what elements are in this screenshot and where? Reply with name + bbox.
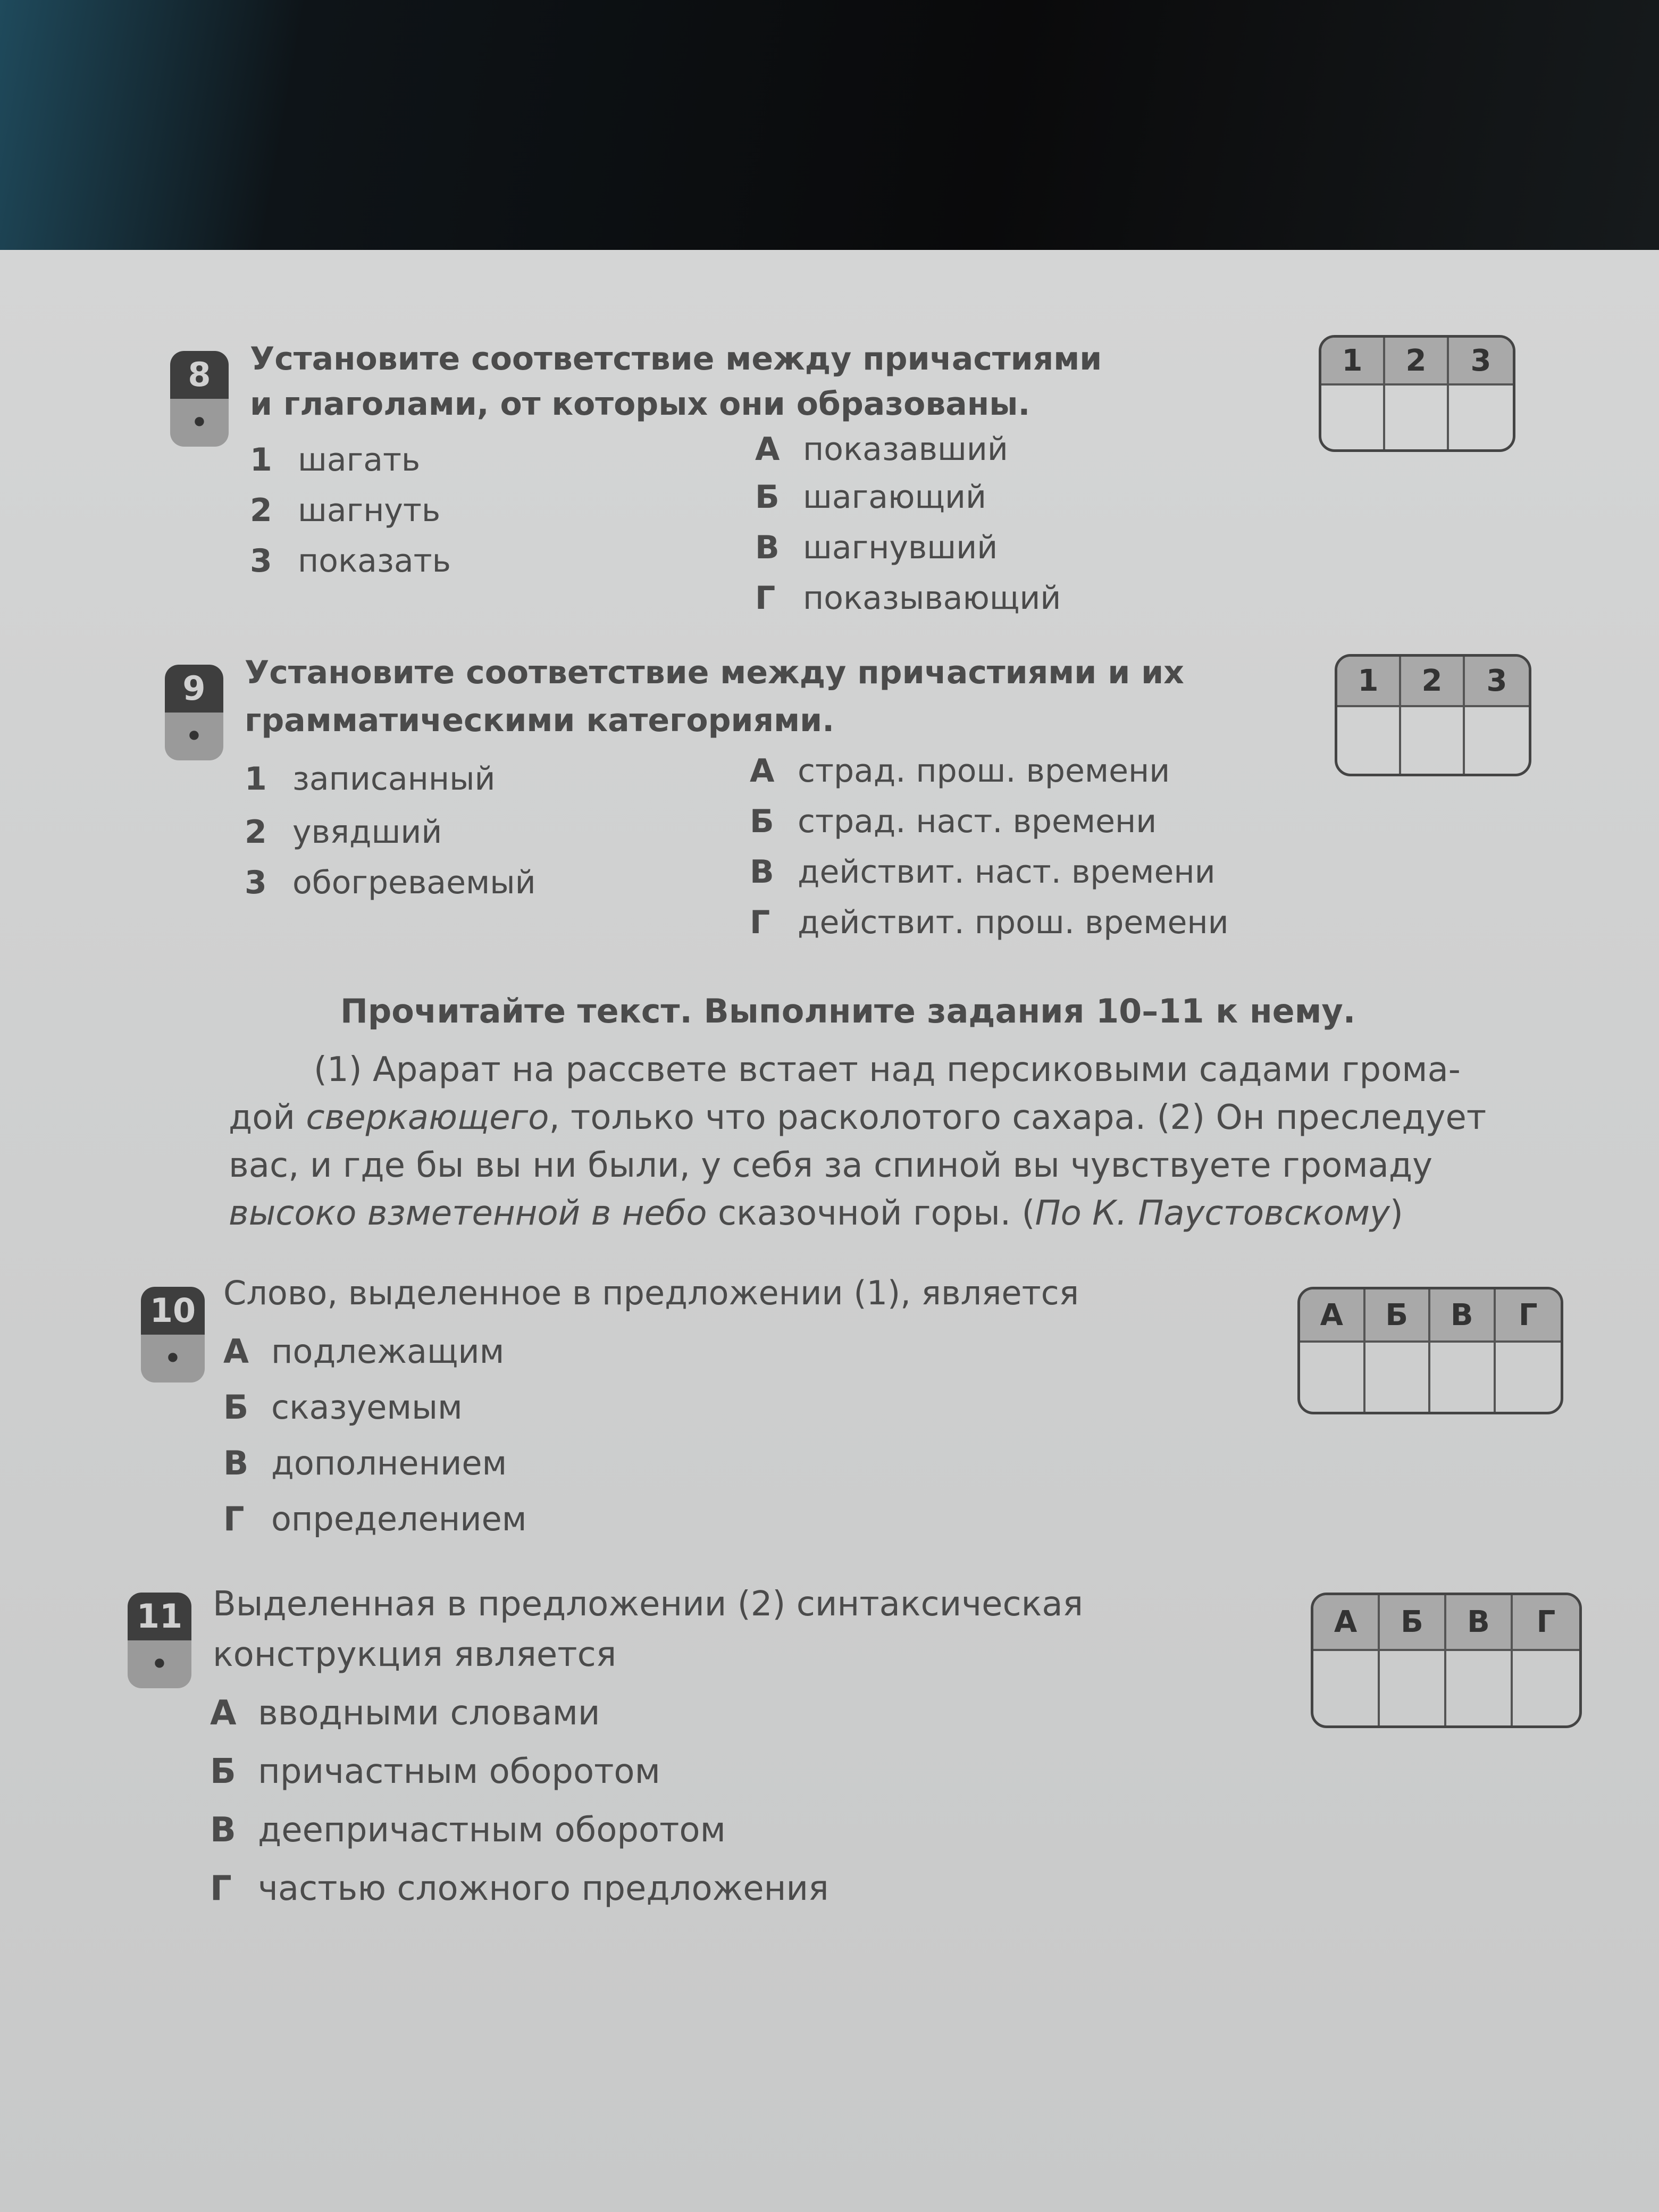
task-9-answer-grid: [1335, 654, 1531, 776]
answer-header: 3: [1465, 657, 1529, 707]
answer-cell[interactable]: [1321, 386, 1385, 449]
task-11-badge: [128, 1593, 191, 1688]
task-8-right-item: В шагнувший: [755, 529, 998, 566]
answer-cell[interactable]: [1430, 1343, 1496, 1412]
task-8-question-line-1: Установите соответствие между причастиями: [250, 340, 1102, 378]
task-10-option: Б сказуемым: [223, 1388, 463, 1427]
answer-header: 3: [1449, 338, 1513, 386]
task-9-question-line-2: грамматическими категориями.: [245, 702, 835, 739]
task-9-badge: [165, 665, 223, 760]
task-8-right-item: Г показывающий: [755, 580, 1061, 617]
answer-cell[interactable]: [1401, 707, 1465, 774]
highlighted-word: сверкающего: [306, 1098, 549, 1137]
task-8-left-item: 3 показать: [250, 542, 451, 580]
answer-header: В: [1446, 1595, 1513, 1651]
task-9-left-item: 1 записанный: [245, 760, 496, 798]
answer-header: А: [1313, 1595, 1380, 1651]
task-11-option: А вводными словами: [210, 1694, 600, 1733]
task-9-question-line-1: Установите соответствие между причастиями и их: [245, 654, 1184, 691]
answer-cell[interactable]: [1446, 1651, 1513, 1725]
answer-cell[interactable]: [1365, 1343, 1431, 1412]
task-11-question-line-2: конструкция является: [213, 1635, 617, 1674]
task-8-question-line-2: и глаголами, от которых они образованы.: [250, 386, 1030, 423]
answer-cell[interactable]: [1337, 707, 1401, 774]
task-9-right-item: В действит. наст. времени: [750, 853, 1216, 891]
answer-cell[interactable]: [1513, 1651, 1579, 1725]
task-11-option: Г частью сложного предложения: [210, 1869, 829, 1908]
task-11-question-line-1: Выделенная в предложении (2) синтаксическая: [213, 1585, 1084, 1624]
task-8-right-item: Б шагающий: [755, 479, 986, 516]
answer-cell[interactable]: [1465, 707, 1529, 774]
task-10-answer-grid: [1297, 1287, 1563, 1414]
answer-header: Б: [1365, 1289, 1431, 1343]
task-9-right-item: А страд. прош. времени: [750, 752, 1170, 790]
task-11-answer-grid: [1311, 1593, 1582, 1728]
answer-cell[interactable]: [1449, 386, 1513, 449]
answer-header: Г: [1513, 1595, 1579, 1651]
highlighted-construction: высоко взметенной в небо: [229, 1194, 707, 1233]
difficulty-dot: •: [190, 404, 209, 441]
task-10-badge: [141, 1287, 205, 1382]
answer-header: 2: [1401, 657, 1465, 707]
photo-background: [0, 0, 1659, 250]
answer-header: 1: [1321, 338, 1385, 386]
task-8-badge: [170, 351, 229, 447]
passage-line-2: дой сверкающего, только что расколотого сахара. (2) Он преследует: [229, 1098, 1487, 1137]
answer-header: А: [1300, 1289, 1365, 1343]
task-8-left-item: 1 шагать: [250, 441, 421, 479]
task-number: 9: [165, 665, 223, 713]
difficulty-dot: •: [150, 1646, 169, 1683]
difficulty-dot: •: [185, 718, 204, 755]
difficulty-dot: •: [163, 1340, 182, 1377]
task-9-left-item: 3 обогреваемый: [245, 864, 536, 901]
task-number: 11: [128, 1593, 191, 1640]
passage-line-1: (1) Арарат на рассвете встает над персиковыми садами грома-: [314, 1050, 1461, 1090]
answer-header: 1: [1337, 657, 1401, 707]
answer-header: Г: [1496, 1289, 1561, 1343]
task-10-question: Слово, выделенное в предложении (1), является: [223, 1273, 1079, 1312]
task-10-option: Г определением: [223, 1499, 527, 1538]
task-8-left-item: 2 шагнуть: [250, 492, 441, 529]
task-10-option: А подлежащим: [223, 1332, 505, 1371]
task-11-option: Б причастным оборотом: [210, 1752, 660, 1791]
task-9-right-item: Б страд. наст. времени: [750, 803, 1157, 840]
answer-cell[interactable]: [1496, 1343, 1561, 1412]
task-number: 10: [141, 1287, 205, 1335]
passage-line-3: вас, и где бы вы ни были, у себя за спиной вы чувствуете громаду: [229, 1146, 1432, 1185]
passage-line-4: высоко взметенной в небо сказочной горы. (По К. Паустовскому): [229, 1194, 1403, 1233]
answer-header: В: [1430, 1289, 1496, 1343]
task-11-option: В деепричастным оборотом: [210, 1811, 726, 1850]
answer-header: Б: [1380, 1595, 1446, 1651]
answer-cell[interactable]: [1313, 1651, 1380, 1725]
task-10-option: В дополнением: [223, 1444, 507, 1482]
task-9-left-item: 2 увядший: [245, 814, 442, 851]
task-8-right-item: А показавший: [755, 431, 1008, 468]
task-number: 8: [170, 351, 229, 399]
answer-header: 2: [1385, 338, 1449, 386]
answer-cell[interactable]: [1300, 1343, 1365, 1412]
answer-cell[interactable]: [1380, 1651, 1446, 1725]
task-9-right-item: Г действит. прош. времени: [750, 904, 1229, 941]
answer-cell[interactable]: [1385, 386, 1449, 449]
passage-instruction: Прочитайте текст. Выполните задания 10–11 к нему.: [340, 992, 1356, 1030]
task-8-answer-grid: [1319, 335, 1515, 452]
passage-source: По К. Паустовскому: [1035, 1194, 1390, 1233]
